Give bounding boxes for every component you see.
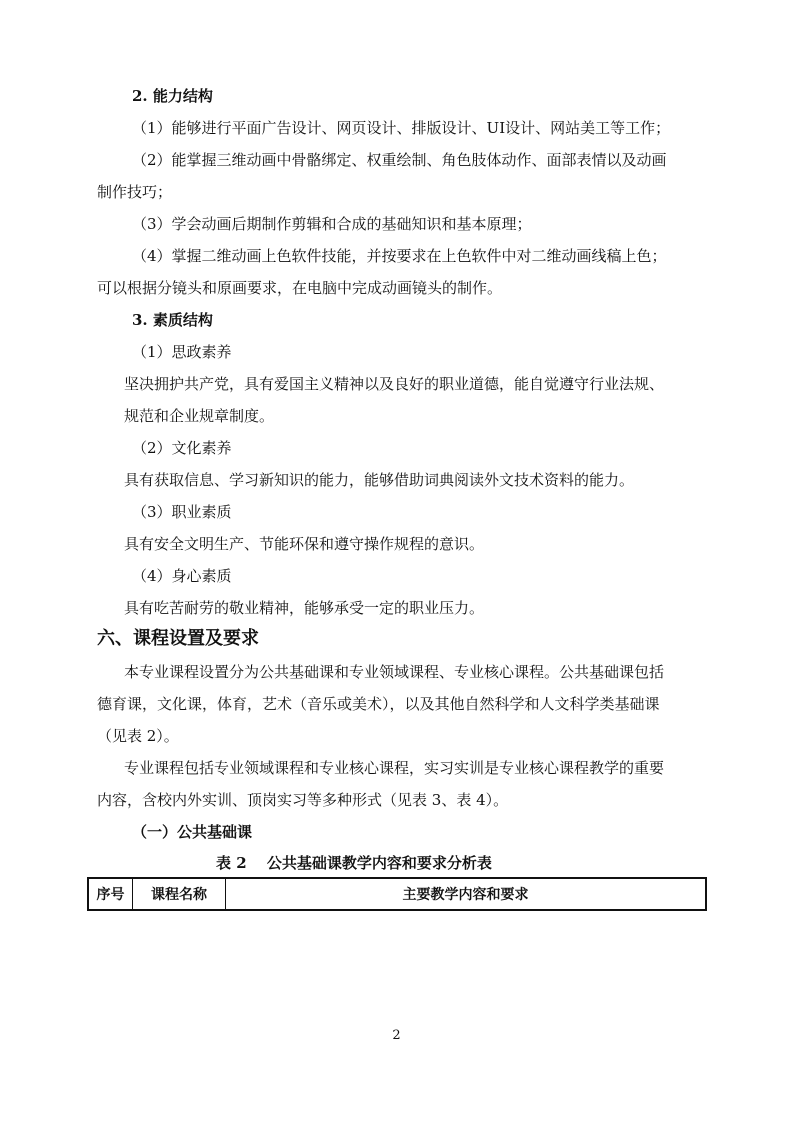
ability-item-2-cont: 制作技巧； [97,183,173,201]
quality-political-text-cont: 规范和企业规章制度。 [124,407,275,425]
quality-political-title: （1）思政素养 [132,343,232,361]
quality-physical-title: （4）身心素质 [132,567,232,585]
ability-item-3: （3）学会动画后期制作剪辑和合成的基础知识和基本原理； [132,215,532,233]
header-content: 主要教学内容和要求 [402,887,529,903]
quality-heading: 3. 素质结构 [132,311,213,329]
public-courses-subheading: （一）公共基础课 [132,823,253,841]
ability-heading: 2. 能力结构 [132,87,213,105]
quality-professional-text: 具有安全文明生产、节能环保和遵守操作规程的意识。 [124,535,485,553]
header-index: 序号 [89,879,133,909]
quality-political-text: 坚决拥护共产党，具有爱国主义精神以及良好的职业道德，能自觉遵守行业法规、 [124,375,665,393]
page-number: 2 [392,1028,401,1043]
courses-para-2: 专业课程包括专业领域课程和专业核心课程，实习实训是专业核心课程教学的重要 [124,759,665,777]
ability-item-4-cont: 可以根据分镜头和原画要求，在电脑中完成动画镜头的制作。 [97,279,503,297]
quality-culture-text: 具有获取信息、学习新知识的能力，能够借助词典阅读外文技术资料的能力。 [124,471,635,489]
ability-item-4: （4）掌握二维动画上色软件技能，并按要求在上色软件中对二维动画线稿上色； [132,247,667,265]
table-caption: 表 2 公共基础课教学内容和要求分析表 [216,854,492,872]
header-course-name: 课程名称 [133,879,226,909]
courses-para-1-end: （见表 2）。 [97,727,179,745]
courses-heading: 六、课程设置及要求 [97,628,259,649]
course-table-header [87,877,707,911]
courses-para-1-cont: 德育课，文化课，体育，艺术（音乐或美术），以及其他自然科学和人文科学类基础课 [97,695,660,713]
quality-professional-title: （3）职业素质 [132,503,232,521]
ability-item-2: （2）能掌握三维动画中骨骼绑定、权重绘制、角色肢体动作、面部表情以及动画 [132,151,667,169]
quality-culture-title: （2）文化素养 [132,439,232,457]
courses-para-1: 本专业课程设置分为公共基础课和专业领域课程、专业核心课程。公共基础课包括 [124,663,665,681]
quality-physical-text: 具有吃苦耐劳的敬业精神，能够承受一定的职业压力。 [124,599,485,617]
courses-para-2-cont: 内容，含校内外实训、顶岗实习等多种形式（见表 3、表 4）。 [97,791,509,809]
ability-item-1: （1）能够进行平面广告设计、网页设计、排版设计、UI设计、网站美工等工作； [132,119,671,137]
